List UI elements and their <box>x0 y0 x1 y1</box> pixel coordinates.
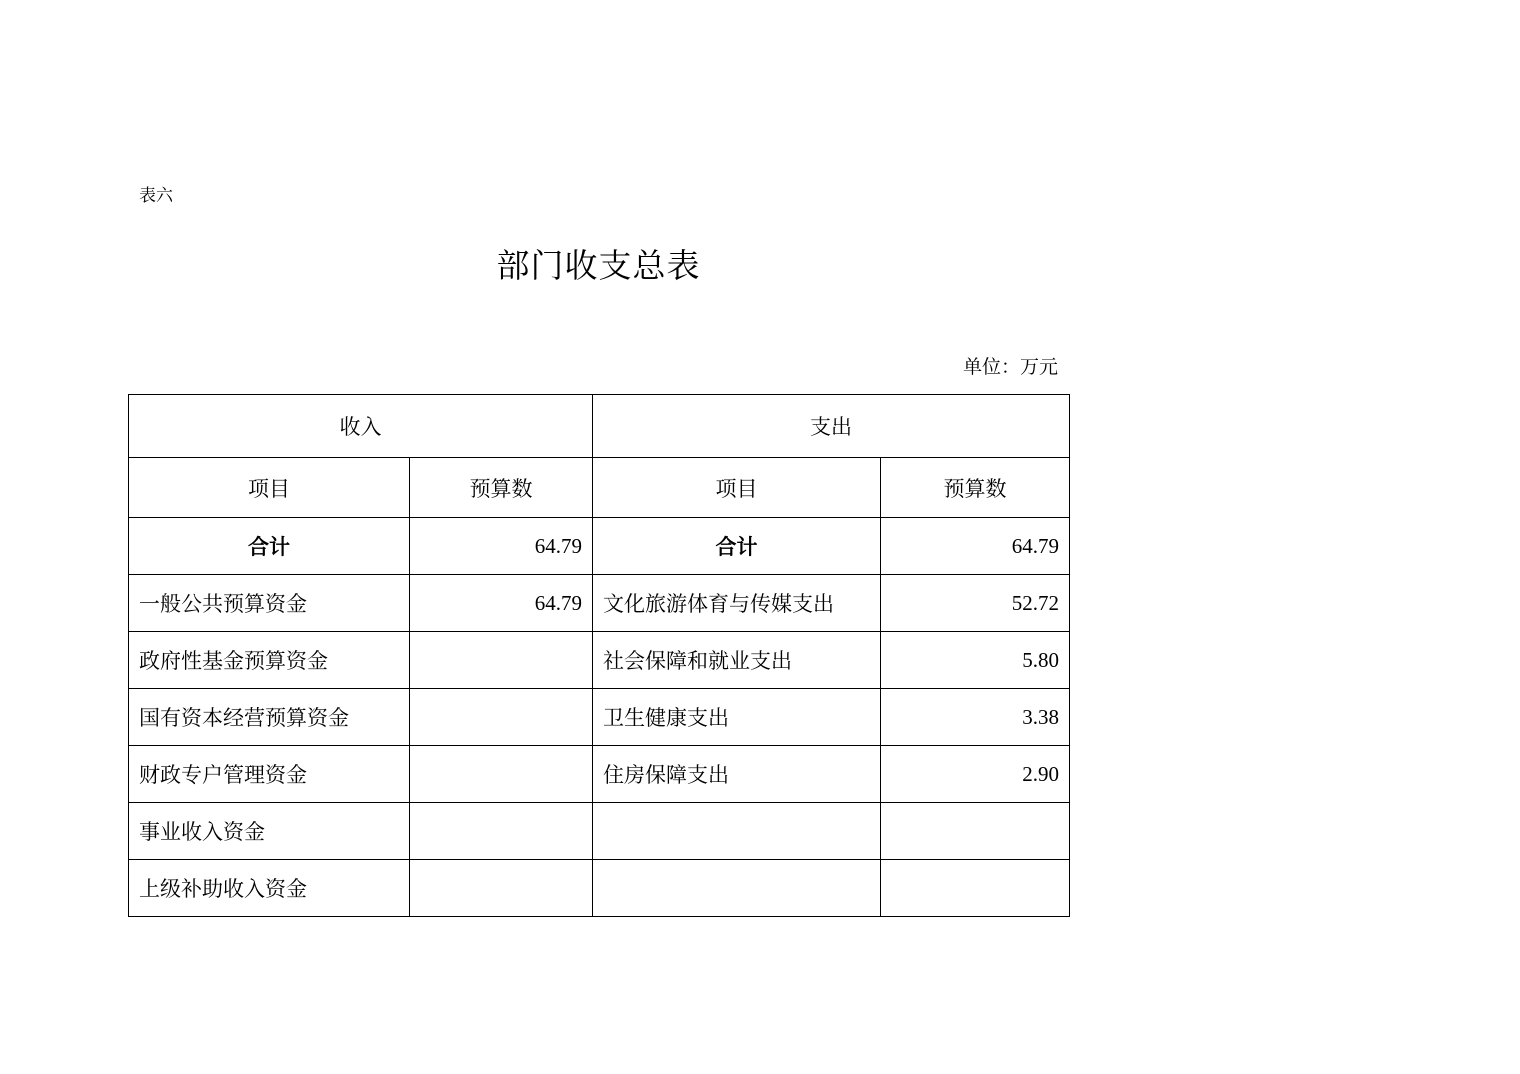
expense-item <box>593 803 881 860</box>
expense-value: 52.72 <box>881 575 1070 632</box>
expense-item-column-header: 项目 <box>593 458 881 518</box>
income-value <box>410 689 593 746</box>
expense-item: 文化旅游体育与传媒支出 <box>593 575 881 632</box>
income-item: 政府性基金预算资金 <box>129 632 410 689</box>
income-item: 财政专户管理资金 <box>129 746 410 803</box>
table-row <box>129 860 1070 917</box>
income-budget-column-header: 预算数 <box>410 458 593 518</box>
expense-value: 2.90 <box>881 746 1070 803</box>
table-row <box>129 632 1070 689</box>
income-item: 事业收入资金 <box>129 803 410 860</box>
income-value <box>410 860 593 917</box>
income-item: 国有资本经营预算资金 <box>129 689 410 746</box>
expense-item: 卫生健康支出 <box>593 689 881 746</box>
income-total-label: 合计 <box>129 518 410 575</box>
table-row <box>129 746 1070 803</box>
expense-budget-column-header: 预算数 <box>881 458 1070 518</box>
unit-label: 单位：万元 <box>962 356 1058 378</box>
income-value <box>410 746 593 803</box>
expense-value: 3.38 <box>881 689 1070 746</box>
expense-item: 住房保障支出 <box>593 746 881 803</box>
income-value <box>410 632 593 689</box>
budget-table <box>128 394 1070 917</box>
income-value <box>410 803 593 860</box>
table-row <box>129 689 1070 746</box>
section-header-row <box>129 395 1070 458</box>
expense-total-label: 合计 <box>593 518 881 575</box>
income-total-value: 64.79 <box>410 518 593 575</box>
page-title: 部门收支总表 <box>496 246 701 285</box>
income-item-column-header: 项目 <box>129 458 410 518</box>
table-row <box>129 803 1070 860</box>
column-header-row <box>129 458 1070 518</box>
table-label: 表六 <box>139 186 173 206</box>
total-row <box>129 518 1070 575</box>
income-value: 64.79 <box>410 575 593 632</box>
income-item: 一般公共预算资金 <box>129 575 410 632</box>
income-item: 上级补助收入资金 <box>129 860 410 917</box>
expense-value <box>881 803 1070 860</box>
expense-header: 支出 <box>593 395 1070 458</box>
expense-item <box>593 860 881 917</box>
expense-value: 5.80 <box>881 632 1070 689</box>
income-header: 收入 <box>129 395 593 458</box>
expense-total-value: 64.79 <box>881 518 1070 575</box>
expense-value <box>881 860 1070 917</box>
table-row <box>129 575 1070 632</box>
expense-item: 社会保障和就业支出 <box>593 632 881 689</box>
